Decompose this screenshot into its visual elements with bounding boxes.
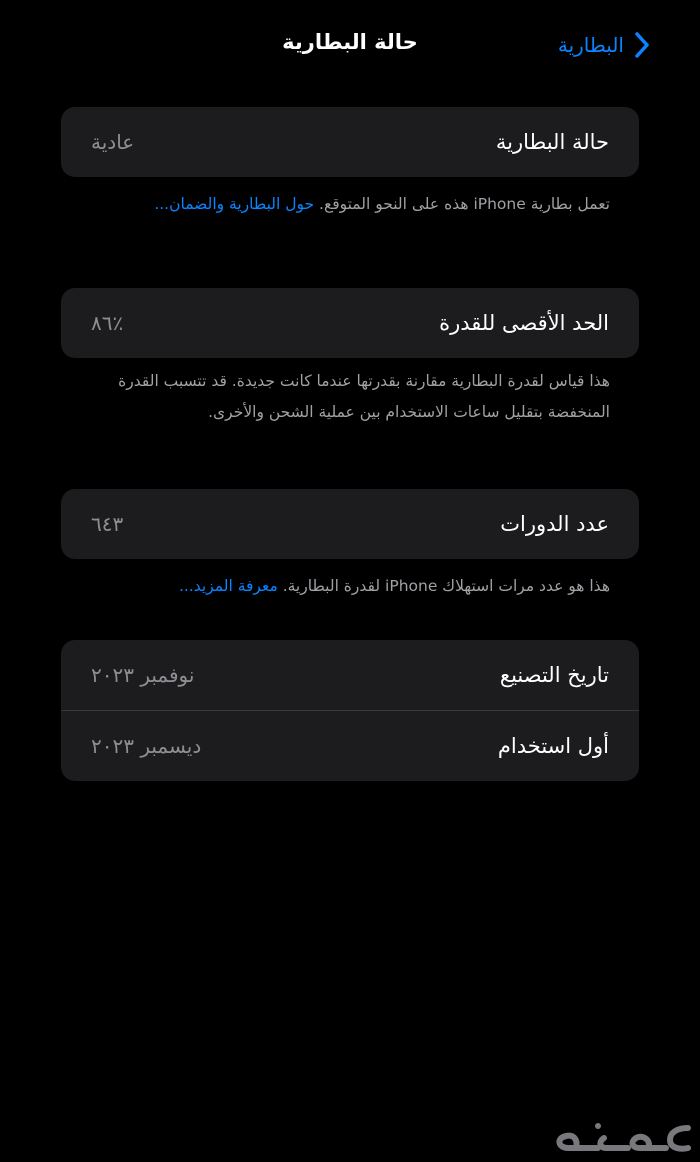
navigation-bar: [0, 22, 700, 72]
max-capacity-footnote-text: هذا قياس لقدرة البطارية مقارنة بقدرتها عندما كانت جديدة. قد تتسبب القدرة المنخفضة بتقليل ساعات الاستخدام بين عملية الشحن والأخرى.: [118, 372, 610, 421]
battery-condition-footnote: [90, 189, 610, 220]
battery-condition-value: عادية: [91, 130, 135, 154]
battery-condition-card: [61, 107, 639, 177]
back-button-label: البطارية: [557, 33, 624, 57]
manufacture-date-row: [61, 640, 639, 710]
max-capacity-footnote: [90, 366, 610, 428]
page-title: حالة البطارية: [282, 30, 418, 54]
battery-condition-footnote-text: تعمل بطارية iPhone هذه على النحو المتوقع.: [314, 195, 610, 213]
cycle-count-footnote-text: هذا هو عدد مرات استهلاك iPhone لقدرة البطارية.: [277, 577, 610, 595]
max-capacity-row: [61, 288, 639, 358]
manufacture-date-value: نوفمبر ٢٠٢٣: [91, 663, 195, 687]
max-capacity-card: [61, 288, 639, 358]
first-use-row: [61, 711, 639, 781]
learn-more-link[interactable]: معرفة المزيد...: [179, 577, 278, 595]
cycle-count-value: ٦٤٣: [91, 512, 124, 536]
max-capacity-title: الحد الأقصى للقدرة: [439, 311, 609, 335]
max-capacity-value: ٪٨٦: [91, 311, 124, 335]
manufacture-date-title: تاريخ التصنيع: [499, 663, 609, 687]
cycle-count-title: عدد الدورات: [500, 512, 609, 536]
battery-condition-title: حالة البطارية: [495, 130, 609, 154]
first-use-value: ديسمبر ٢٠٢٣: [91, 734, 202, 758]
haraj-watermark-logo: [548, 1118, 698, 1158]
cycle-count-card: [61, 489, 639, 559]
first-use-title: أول استخدام: [497, 734, 609, 758]
cycle-count-row: [61, 489, 639, 559]
cycle-count-footnote: [90, 571, 610, 602]
dates-card: [61, 640, 639, 781]
about-battery-warranty-link[interactable]: حول البطارية والضمان...: [154, 195, 315, 213]
battery-condition-row: [61, 107, 639, 177]
